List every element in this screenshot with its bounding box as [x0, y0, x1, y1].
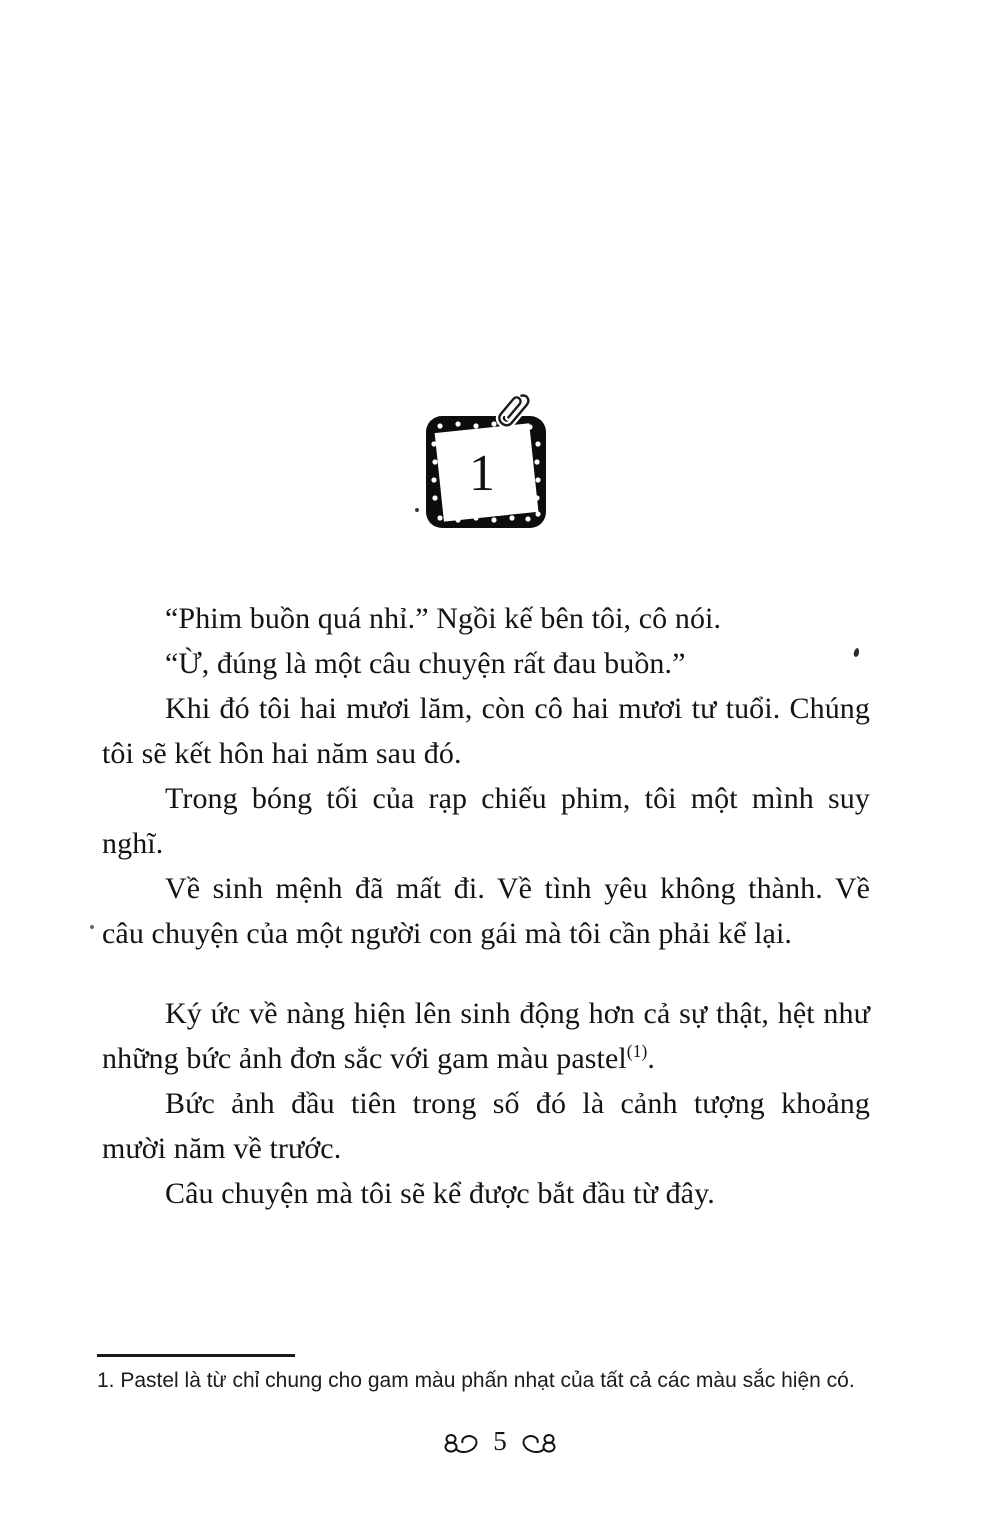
- fleuron-right-icon: [520, 1431, 558, 1455]
- paragraph: [102, 596, 870, 641]
- body-line: [102, 641, 870, 686]
- paragraph: [102, 866, 870, 956]
- page-number: 5: [493, 1426, 507, 1456]
- chapter-number: 1: [469, 445, 495, 502]
- body-line-text: những bức ảnh đơn sắc với gam màu pastel: [102, 1042, 627, 1075]
- body-line: [102, 866, 870, 911]
- body-line: [102, 911, 870, 956]
- body-line: [102, 596, 870, 641]
- body-line: [102, 731, 870, 776]
- body-line-text: câu chuyện của một người con gái mà tôi cần phải kể lại.: [102, 917, 792, 950]
- body-line-text: Bức ảnh đầu tiên trong số đó là cảnh tượng khoảng: [165, 1087, 870, 1120]
- paragraph: [102, 776, 870, 866]
- body-line: [102, 1171, 870, 1216]
- body-line: [102, 1126, 870, 1171]
- chapter-marker: [420, 380, 554, 540]
- body-line-text: Ký ức về nàng hiện lên sinh động hơn cả sự thật, hệt như: [165, 997, 870, 1030]
- body-line-text: Về sinh mệnh đã mất đi. Về tình yêu không thành. Về: [165, 872, 870, 905]
- page-footer: [0, 1428, 1000, 1457]
- body-line-text: mười năm về trước.: [102, 1132, 342, 1165]
- footnote-separator: [97, 1354, 295, 1357]
- fleuron-left-icon: [442, 1431, 480, 1455]
- body-line: [102, 821, 870, 866]
- paragraph: [102, 641, 870, 686]
- paragraph: [102, 991, 870, 1081]
- paragraph: [102, 686, 870, 776]
- body-text: [102, 596, 870, 1216]
- body-line-text: “Ừ, đúng là một câu chuyện rất đau buồn.”: [165, 647, 686, 680]
- body-line-text: Câu chuyện mà tôi sẽ kể được bắt đầu từ đây.: [165, 1177, 715, 1210]
- body-line-text: tôi sẽ kết hôn hai năm sau đó.: [102, 737, 462, 770]
- body-line: [102, 991, 870, 1036]
- body-line-text: “Phim buồn quá nhỉ.” Ngồi kế bên tôi, cô nói.: [165, 602, 722, 635]
- footnote-reference: (1): [626, 1041, 648, 1061]
- scan-speck: [90, 925, 94, 929]
- paragraph: [102, 1081, 870, 1171]
- body-line: [102, 686, 870, 731]
- body-line: [102, 1036, 870, 1081]
- scan-speck: [415, 508, 419, 512]
- body-line-text: Trong bóng tối của rạp chiếu phim, tôi một mình suy: [165, 782, 870, 815]
- chapter-box-graphic: [420, 380, 554, 540]
- body-line-text: .: [647, 1042, 655, 1075]
- paragraph: [102, 1171, 870, 1216]
- body-line-text: Khi đó tôi hai mươi lăm, còn cô hai mươi tư tuổi. Chúng: [165, 692, 870, 725]
- body-line: [102, 1081, 870, 1126]
- body-line-text: nghĩ.: [102, 827, 164, 860]
- body-line: [102, 776, 870, 821]
- footnote-text: 1. Pastel là từ chỉ chung cho gam màu phấn nhạt của tất cả các màu sắc hiện có.: [97, 1369, 855, 1392]
